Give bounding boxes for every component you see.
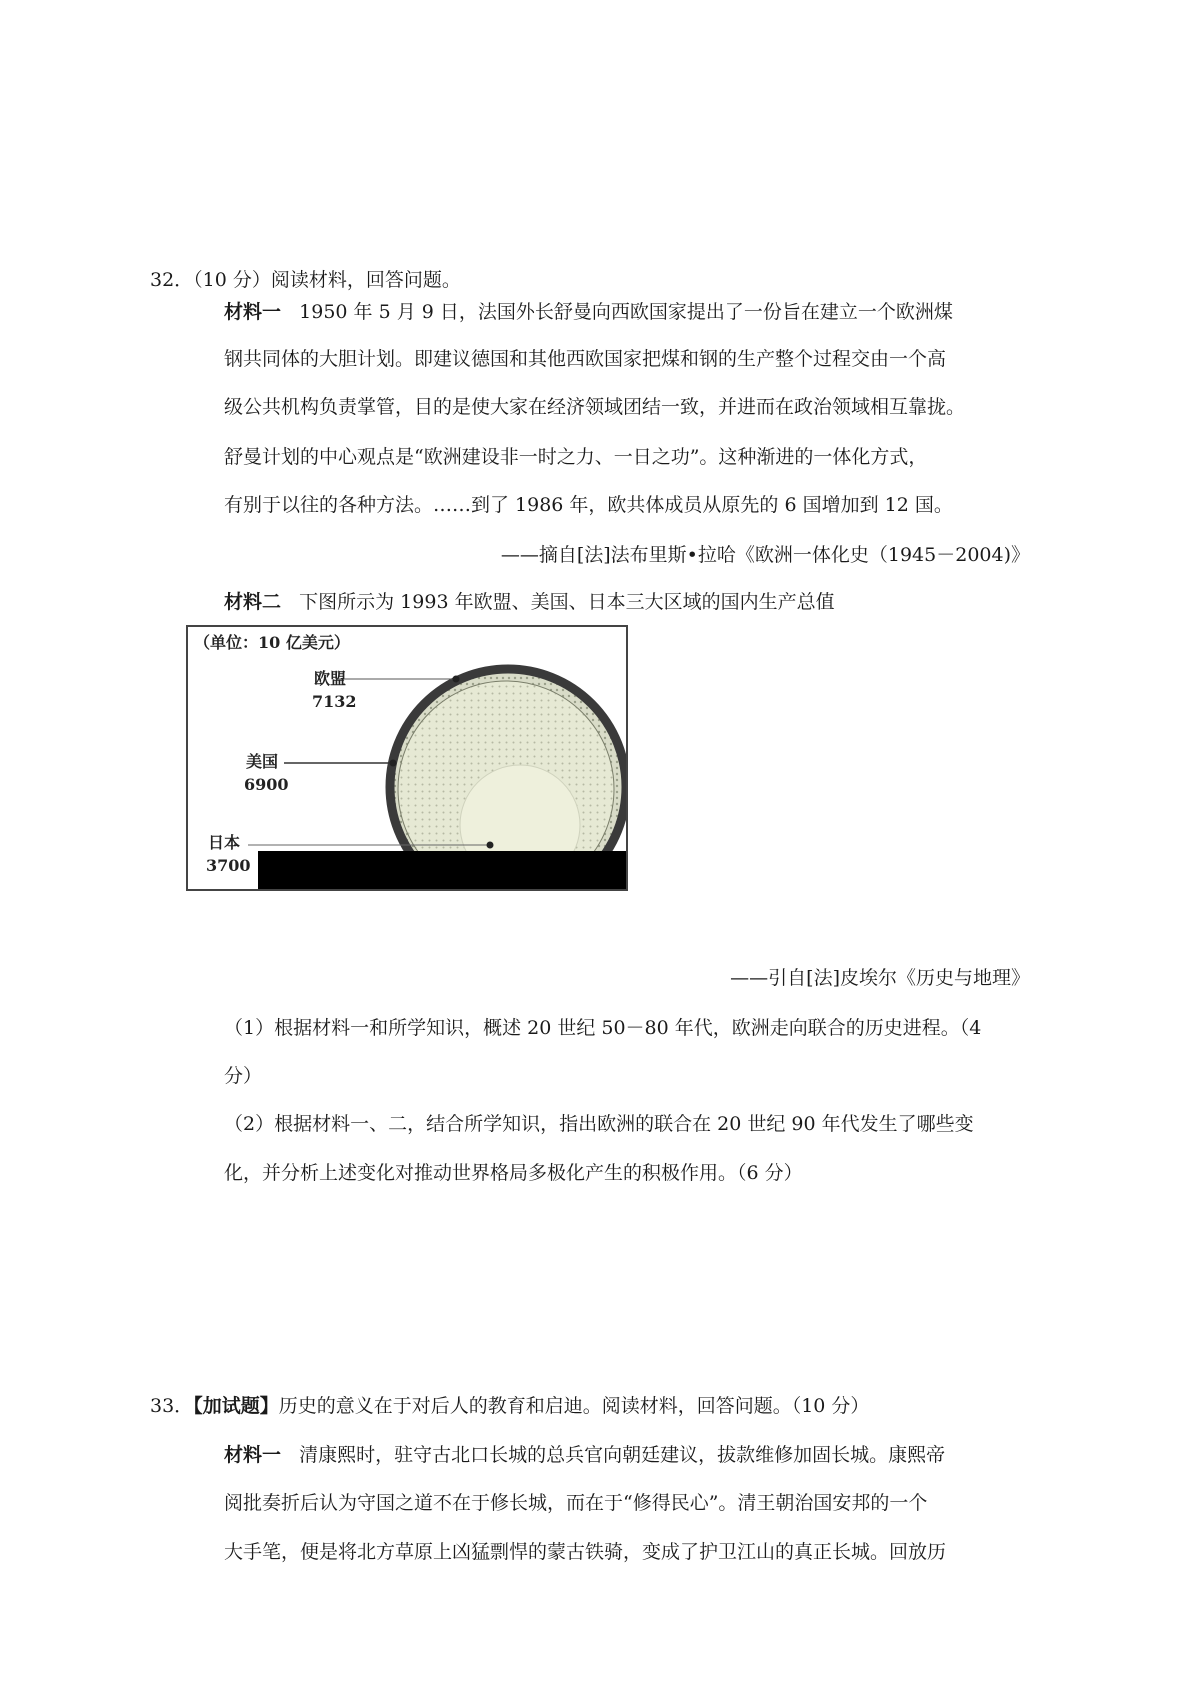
q33-material1-line3: 大手笔，便是将北方草原上凶猛剽悍的蒙古铁骑，变成了护卫江山的真正长城。回放历 [224, 1541, 947, 1563]
q32-material1-line4: 舒曼计划的中心观点是“欧洲建设非一时之力、一日之功”。这种渐进的一体化方式， [224, 446, 928, 468]
us-value: 6900 [244, 775, 289, 794]
q32-material1-line3: 级公共机构负责掌管，目的是使大家在经济领域团结一致，并进而在政治领域相互靠拢。 [224, 396, 966, 418]
q33-material1-line2: 阅批奏折后认为守国之道不在于修长城，而在于“修得民心”。清王朝治国安邦的一个 [224, 1492, 928, 1514]
q32-material2-label: 材料二 [224, 591, 282, 613]
q32-material2-source: ——引自[法]皮埃尔《历史与地理》 [730, 967, 1030, 989]
q32-material1-line2: 钢共同体的大胆计划。即建议德国和其他西欧国家把煤和钢的生产整个过程交由一个高 [224, 348, 947, 370]
japan-value: 3700 [206, 856, 251, 875]
japan-leader-dot [487, 842, 494, 849]
redaction-block [258, 851, 628, 891]
q32-sub1-line2: 分） [224, 1065, 263, 1087]
q33-tag: 【加试题】 [193, 1395, 279, 1417]
unit-label: （单位：10 亿美元） [194, 633, 350, 652]
q33-material1-line1 [224, 1443, 945, 1467]
eu-leader-dot [453, 676, 460, 683]
q33-heading [150, 1394, 869, 1418]
q32-sub2-line2: 化，并分析上述变化对推动世界格局多极化产生的积极作用。（6 分） [224, 1162, 803, 1184]
q32-material1-label: 材料一 [224, 301, 282, 323]
q32-material1-source: ——摘自[法]法布里斯•拉哈《欧洲一体化史（1945－2004)》 [500, 544, 1030, 566]
q32-material1-line1 [224, 300, 953, 324]
japan-label: 日本 [208, 833, 241, 852]
q32-heading: 32．（10 分）阅读材料，回答问题。 [150, 269, 461, 291]
eu-label: 欧盟 [314, 669, 347, 688]
gdp-figure [186, 625, 628, 891]
us-label: 美国 [246, 752, 279, 771]
us-leader-dot [390, 760, 397, 767]
q32-sub1-line1: （1）根据材料一和所学知识，概述 20 世纪 50－80 年代，欧洲走向联合的历史进程。（4 [224, 1017, 982, 1039]
q32-material2-text: 下图所示为 1993 年欧盟、美国、日本三大区域的国内生产总值 [299, 591, 835, 613]
eu-value: 7132 [312, 692, 357, 711]
q33-number: 33． [150, 1395, 194, 1417]
q32-sub2-line1: （2）根据材料一、二，结合所学知识，指出欧洲的联合在 20 世纪 90 年代发生了哪些变 [224, 1113, 974, 1135]
q33-material1-label: 材料一 [224, 1444, 282, 1466]
q32-material1-line5: 有别于以往的各种方法。……到了 1986 年，欧共体成员从原先的 6 国增加到 12 国。 [224, 494, 953, 516]
q32-material2-line [224, 590, 835, 614]
q33-material1-text: 清康熙时，驻守古北口长城的总兵官向朝廷建议，拔款维修加固长城。康熙帝 [299, 1444, 946, 1466]
q33-heading-text: 历史的意义在于对后人的教育和启迪。阅读材料，回答问题。（10 分） [278, 1395, 870, 1417]
q32-material1-text: 1950 年 5 月 9 日，法国外长舒曼向西欧国家提出了一份旨在建立一个欧洲煤 [299, 301, 953, 323]
